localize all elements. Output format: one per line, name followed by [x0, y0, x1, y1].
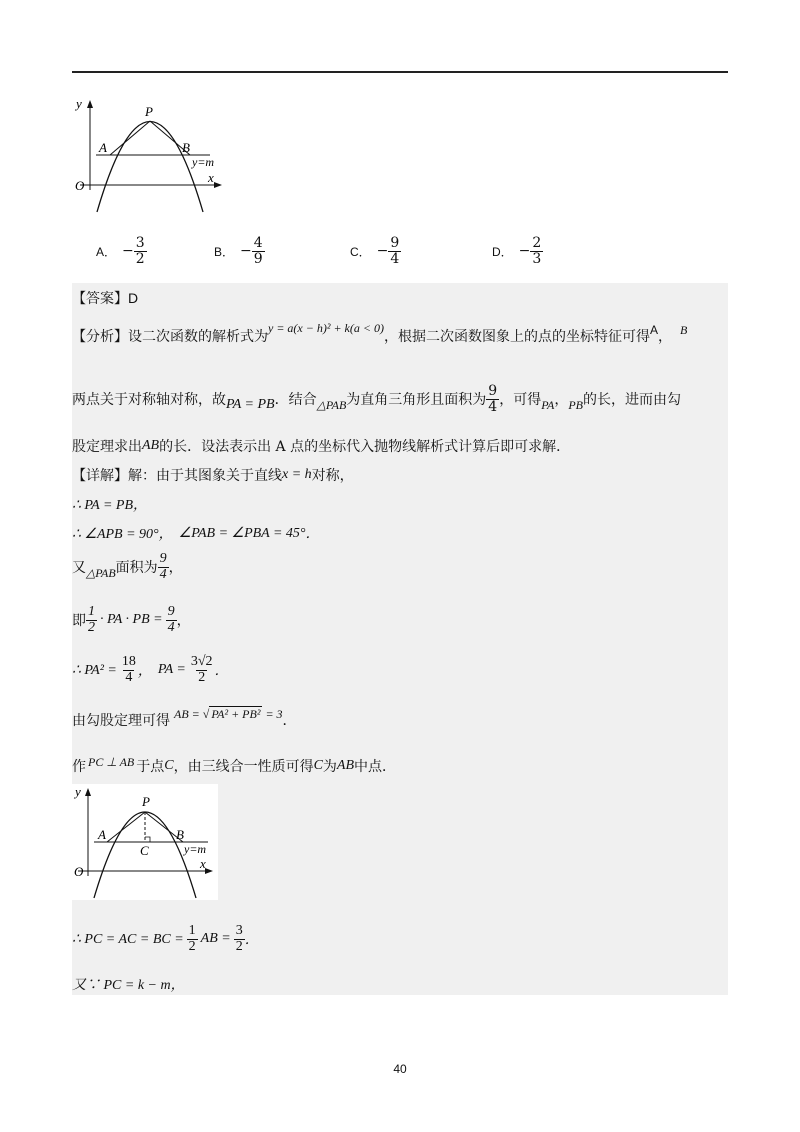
detail-comma-3: ， [137, 664, 152, 680]
detail-pa-eq-pb: ∴ PA = PB， [72, 498, 148, 513]
y-axis-arrow [87, 100, 93, 108]
analysis-ab: AB [142, 438, 160, 453]
detail-nine-fourths: $\frac{9}{4}$ [167, 604, 175, 635]
analysis-pb: PB [568, 397, 583, 412]
page-number: 40 [393, 1062, 407, 1076]
analysis-text-10: 的长．设法表示出 A 点的坐标代入抛物线解析式计算后即可求解． [159, 439, 571, 455]
detail-sqrt: √ PA² + PB² [202, 706, 261, 721]
analysis-text-3: 两点关于对称轴对称，故 [72, 392, 226, 409]
detail-ab-eq-2: AB = [200, 931, 231, 947]
option-b-sign: − [240, 243, 252, 260]
option-c[interactable] [350, 236, 401, 266]
detail-pa-value: PA = [157, 662, 186, 678]
option-a-fraction: $\frac{3}{2}$ [135, 235, 145, 267]
label-o: O [75, 178, 85, 193]
detail-area-is: 面积为 [115, 560, 158, 577]
analysis-text-5: 为直角三角形且面积为 [346, 392, 487, 409]
detail-text-is: 为 [322, 759, 337, 775]
detail-text-1: 解：由于其图象关于直线 [128, 468, 282, 484]
detail-line-6 [72, 655, 229, 685]
answer-line [72, 288, 138, 308]
option-a-label: A． [96, 244, 117, 259]
label-x: x [200, 856, 206, 871]
option-b-label: B． [214, 244, 235, 259]
analysis-comma: ， [657, 329, 672, 345]
detail-text-midpoint: 中点． [354, 759, 397, 775]
detail-triangle: △PAB [86, 565, 116, 580]
detail-tag: 【详解】 [72, 468, 128, 484]
analysis-text-1: 设二次函数的解析式为 [128, 329, 268, 345]
right-angle-mark [145, 837, 150, 842]
option-b-fraction: $\frac{4}{9}$ [253, 235, 263, 267]
detail-line-7 [72, 706, 297, 730]
detail-line-8 [72, 756, 396, 776]
option-c-label: C． [350, 244, 371, 259]
detail-angle-apb: ∴ ∠APB = 90°， [72, 527, 173, 542]
detail-period-3: ． [282, 713, 297, 729]
detail-line-5 [72, 605, 191, 635]
detail-half-ab-fraction: $\frac{1}{2}$ [188, 923, 196, 954]
detail-text-namely: 即 [72, 613, 86, 630]
detail-pc-eq-k-m: 又∵ PC = k − m， [72, 978, 185, 993]
analysis-text-6: ，可得 [499, 392, 542, 409]
detail-text-median: ，由三线合一性质可得 [173, 759, 314, 775]
option-a[interactable] [96, 236, 147, 266]
detail-line-9 [72, 924, 259, 954]
detail-pc-perp-ab: PC ⊥ AB [88, 754, 135, 769]
detail-ab-eq: AB = [174, 706, 200, 721]
detail-half-fraction: $\frac{1}{2}$ [88, 604, 95, 635]
detail-text-at-point: 于点 [136, 759, 165, 775]
analysis-line-1 [72, 320, 688, 346]
label-b: B [176, 827, 184, 842]
label-c: C [140, 843, 149, 858]
label-y: y [75, 784, 81, 799]
analysis-text-8: 的长，进而由勾 [583, 392, 681, 409]
detail-comma-2: ， [176, 613, 191, 630]
label-a: A [99, 140, 107, 155]
detail-pa-pb-product: · PA · PB = [100, 612, 163, 628]
detail-axis-xh: x = h [282, 467, 312, 482]
label-y: y [76, 96, 82, 111]
analysis-area-fraction: $\frac{9}{4}$ [488, 383, 498, 415]
detail-point-c-2: C [313, 758, 323, 773]
parabola-figure-1 [72, 94, 232, 218]
detail-pa-squared: ∴ PA² = [72, 662, 117, 678]
detail-point-c: C [164, 758, 174, 773]
option-b[interactable] [214, 236, 265, 266]
option-d[interactable] [492, 236, 543, 266]
segment-pa [107, 812, 145, 842]
analysis-eq-pa-pb: PA = PB [226, 397, 275, 413]
analysis-line-3 [72, 436, 570, 456]
label-o: O [74, 864, 84, 879]
analysis-line-2 [72, 384, 681, 414]
analysis-pa: PA [541, 397, 555, 412]
parabola-figure-2 [72, 784, 218, 900]
detail-text-again: 又 [72, 560, 86, 577]
detail-pc-ac-bc: ∴ PC = AC = BC = [72, 931, 184, 947]
answer-options [96, 236, 656, 276]
label-b: B [182, 140, 190, 155]
analysis-text-9: 股定理求出 [72, 439, 142, 455]
y-axis-arrow [85, 788, 91, 796]
label-y-m: y=m [184, 842, 207, 856]
detail-line-1 [72, 465, 354, 485]
x-axis-arrow [205, 868, 213, 874]
detail-angle-pab: ∠PAB = ∠PBA = 45° [178, 525, 306, 541]
detail-pythagoras-text: 由勾股定理可得 [72, 713, 170, 729]
label-p: P [145, 104, 153, 119]
detail-comma-1: ， [168, 560, 183, 577]
x-axis-arrow [214, 182, 222, 188]
detail-3root2-over-2: $\frac{3√2}{2}$ [190, 654, 213, 685]
header-rule [72, 71, 728, 73]
detail-line-2 [72, 494, 147, 514]
segment-pa [110, 121, 150, 155]
option-d-sign: − [518, 243, 531, 260]
option-c-sign: − [376, 243, 389, 260]
detail-ab-value: = 3 [265, 706, 283, 721]
option-d-label: D． [492, 244, 513, 259]
detail-line-3 [72, 523, 320, 543]
detail-period-1: ． [305, 527, 320, 542]
detail-three-halves: $\frac{3}{2}$ [235, 923, 243, 954]
option-c-fraction: $\frac{9}{4}$ [390, 235, 400, 267]
answer-value: D [128, 290, 139, 306]
analysis-point-b: B [679, 322, 688, 337]
detail-period-4: ． [244, 933, 259, 949]
analysis-text-4: ．结合 [274, 392, 317, 409]
detail-line-4 [72, 552, 183, 582]
analysis-text-2: ，根据二次函数图象上的点的坐标特征可得 [383, 329, 650, 345]
detail-text-2: 对称， [311, 468, 354, 484]
parabola-curve [97, 122, 203, 213]
analysis-formula: y = a(x − h)² + k(a < 0) [268, 320, 384, 335]
answer-tag: 【答案】 [72, 291, 128, 307]
analysis-triangle: △PAB [316, 397, 347, 412]
label-a: A [98, 827, 106, 842]
detail-period-2: ． [214, 664, 229, 680]
analysis-point-a: A [649, 323, 658, 337]
detail-line-10 [72, 974, 185, 994]
detail-18-over-4: $\frac{18}{4}$ [121, 654, 136, 685]
label-y-m: y=m [192, 155, 215, 169]
detail-ab-2: AB [336, 758, 355, 773]
analysis-text-7: ， [554, 392, 569, 409]
label-x: x [208, 170, 214, 185]
detail-text-draw: 作 [72, 759, 86, 775]
detail-area-fraction: $\frac{9}{4}$ [159, 551, 167, 582]
label-p: P [142, 794, 150, 809]
option-d-fraction: $\frac{2}{3}$ [532, 235, 542, 267]
option-a-sign: − [122, 243, 134, 260]
analysis-tag: 【分析】 [72, 329, 128, 345]
